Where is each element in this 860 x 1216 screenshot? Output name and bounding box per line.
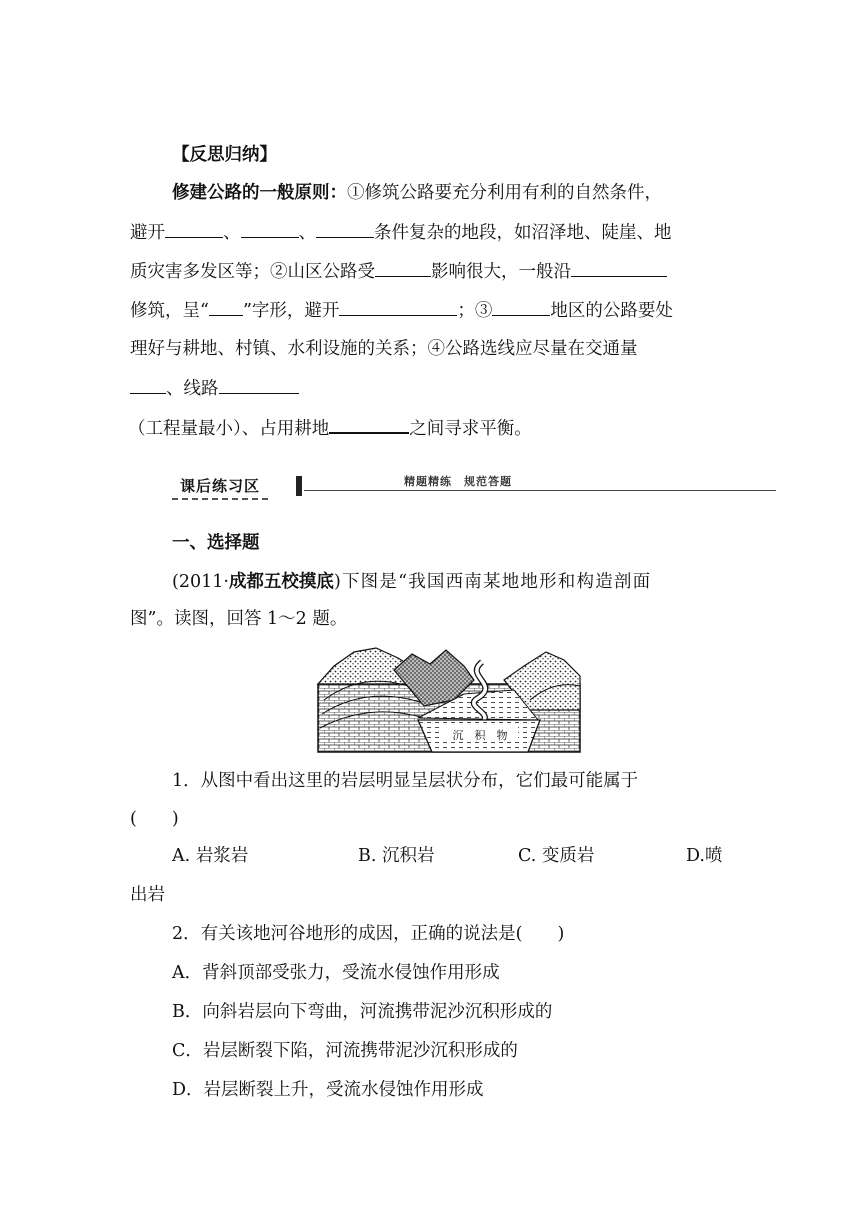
q1-option-d: D.喷: [686, 846, 723, 866]
fill-blank: [316, 219, 374, 238]
q2-option-a: A．背斜顶部受张力，受流水侵蚀作用形成: [172, 963, 500, 983]
q1-option-d-wrap: 出岩: [130, 885, 165, 905]
reflection-line-3: 质灾害多发区等；②山区公路受 影响很大，一般沿: [130, 258, 667, 285]
section-subtitle: 精题精练 规范答题: [404, 475, 512, 488]
exercise-intro: (2011·成都五校摸底)下图是“我国西南某地地形和构造剖面: [172, 572, 652, 592]
fill-blank: [339, 297, 457, 316]
fill-blank: [329, 414, 409, 434]
q1-option-c: C. 变质岩: [518, 846, 595, 866]
fill-blank: [219, 375, 299, 394]
reflection-line-5: 理好与耕地、村镇、水利设施的关系；④公路选线应尽量在交通量: [130, 339, 638, 359]
q2-option-b: B．向斜岩层向下弯曲，河流携带泥沙沉积形成的: [172, 1002, 553, 1022]
question-2-stem: 2．有关该地河谷地形的成因，正确的说法是( ): [172, 924, 565, 944]
fill-blank: [165, 219, 223, 238]
q1-option-a: A. 岩浆岩: [172, 846, 249, 866]
q2-option-d: D．岩层断裂上升，受流水侵蚀作用形成: [172, 1080, 484, 1100]
exercise-heading: 一、选择题: [172, 533, 260, 553]
q1-option-b: B. 沉积岩: [358, 846, 435, 866]
terrain-cross-section-figure: [314, 640, 584, 754]
reflection-line-1: 修建公路的一般原则：①修筑公路要充分利用有利的自然条件，: [172, 183, 662, 203]
reflection-line-4: 修筑，呈“ ”字形，避开 ；③ 地区的公路要处: [130, 297, 673, 324]
intro-source: 成都五校摸底: [228, 572, 334, 592]
exercise-intro-cont: 图”。读图，回答 1～2 题。: [130, 609, 348, 629]
fill-blank: [241, 219, 299, 238]
section-title: 课后练习区: [172, 474, 268, 500]
section-bar: [172, 474, 776, 500]
sediment-label: 沉 积 物: [452, 729, 508, 742]
fill-blank: [492, 297, 550, 316]
question-1-stem: 1．从图中看出这里的岩层明显呈层状分布，它们最可能属于: [172, 771, 639, 791]
principle-label: 修建公路的一般原则：: [172, 183, 347, 203]
reflection-heading: 【反思归纳】: [172, 145, 277, 165]
q2-option-c: C．岩层断裂下陷，河流携带泥沙沉积形成的: [172, 1041, 518, 1061]
fill-blank: [375, 258, 431, 277]
question-1-paren: ( ): [130, 809, 179, 829]
reflection-line-7: （工程量最小）、占用耕地 之间寻求平衡。: [128, 414, 532, 442]
section-divider: [296, 476, 302, 496]
section-rule: [304, 490, 776, 491]
reflection-line-6: 、线路: [130, 375, 299, 402]
reflection-line-2: 避开 、 、 条件复杂的地段，如沼泽地、陡崖、地: [130, 219, 672, 246]
fill-blank: [130, 375, 166, 394]
fill-blank: [571, 258, 667, 277]
fill-blank: [209, 297, 243, 316]
